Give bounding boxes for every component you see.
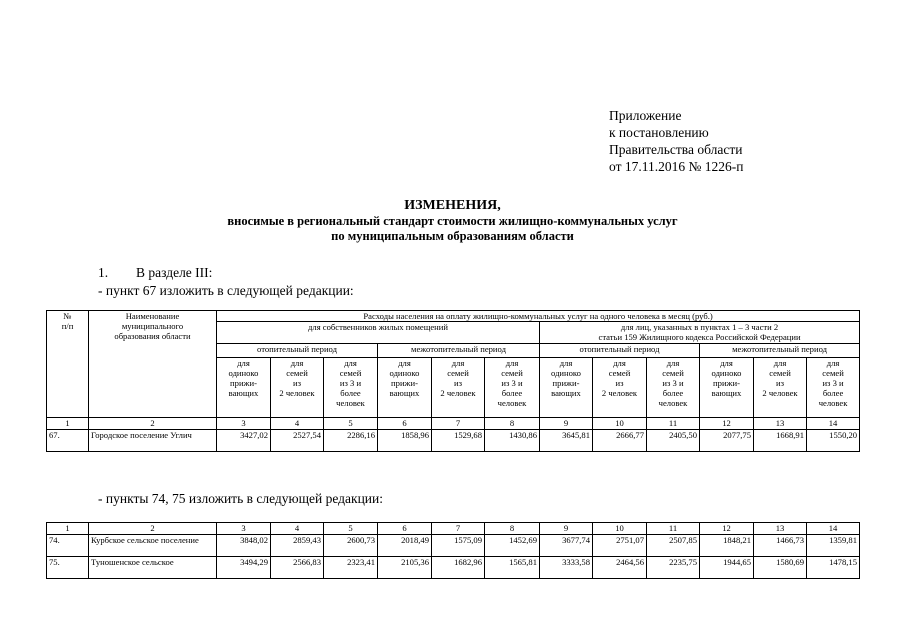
header-family2: для семей из 2 человек (432, 358, 485, 418)
column-number: 12 (700, 523, 754, 535)
column-number: 3 (217, 523, 271, 535)
column-number: 6 (378, 523, 432, 535)
column-number: 8 (485, 523, 540, 535)
table-row (47, 535, 860, 557)
expense-value: 1575,09 (432, 535, 485, 557)
expense-value: 2527,54 (271, 430, 324, 452)
column-number: 14 (807, 418, 860, 430)
column-number: 4 (271, 418, 324, 430)
header-persons: для лиц, указанных в пунктах 1 – 3 части 2 статьи 159 Жилищного кодекса Российской Федерации (540, 322, 860, 344)
header-family2: для семей из 2 человек (271, 358, 324, 418)
expense-value: 2077,75 (700, 430, 754, 452)
appendix-block (609, 107, 743, 175)
header-family3: для семей из 3 и более человек (647, 358, 700, 418)
expense-value: 2566,83 (271, 557, 324, 579)
expense-value: 3333,58 (540, 557, 593, 579)
header-family3: для семей из 3 и более человек (324, 358, 378, 418)
column-number: 14 (807, 523, 860, 535)
header-heating: отопительный период (217, 344, 378, 358)
expense-value: 1478,15 (807, 557, 860, 579)
column-number: 2 (89, 523, 217, 535)
municipality-name: Туношенское сельское (89, 557, 217, 579)
expenses-table-2 (46, 522, 860, 579)
expense-value: 1668,91 (754, 430, 807, 452)
column-number: 8 (485, 418, 540, 430)
appendix-line: к постановлению (609, 125, 709, 140)
title-sub: вносимые в региональный стандарт стоимости жилищно-коммунальных услуг (227, 214, 678, 228)
appendix-line: от 17.11.2016 № 1226-п (609, 159, 744, 174)
appendix-line: Правительства области (609, 142, 743, 157)
expense-value: 2323,41 (324, 557, 378, 579)
column-number: 5 (324, 418, 378, 430)
header-heating: отопительный период (540, 344, 700, 358)
expense-value: 2235,75 (647, 557, 700, 579)
expense-value: 1580,69 (754, 557, 807, 579)
expense-value: 1682,96 (432, 557, 485, 579)
row-number: 74. (47, 535, 89, 557)
header-family3: для семей из 3 и более человек (485, 358, 540, 418)
column-number: 13 (754, 418, 807, 430)
header-family2: для семей из 2 человек (754, 358, 807, 418)
title-sub: по муниципальным образованиям области (331, 229, 574, 243)
row-number: 67. (47, 430, 89, 452)
header-interheating: межотопительный период (378, 344, 540, 358)
header-single: для одиноко прижи- вающих (378, 358, 432, 418)
column-number: 7 (432, 523, 485, 535)
expense-value: 2018,49 (378, 535, 432, 557)
expense-value: 1858,96 (378, 430, 432, 452)
header-family3: для семей из 3 и более человек (807, 358, 860, 418)
header-expenses: Расходы населения на оплату жилищно-коммунальных услуг на одного человека в месяц (руб.) (217, 311, 860, 322)
document-title (0, 197, 905, 244)
header-single: для одиноко прижи- вающих (217, 358, 271, 418)
header-family2: для семей из 2 человек (593, 358, 647, 418)
appendix-line: Приложение (609, 108, 682, 123)
expense-value: 1848,21 (700, 535, 754, 557)
table-row (47, 430, 860, 452)
table-row (47, 557, 860, 579)
header-single: для одиноко прижи- вающих (540, 358, 593, 418)
expense-value: 2666,77 (593, 430, 647, 452)
column-number: 10 (593, 418, 647, 430)
expense-value: 2507,85 (647, 535, 700, 557)
row-number: 75. (47, 557, 89, 579)
expense-value: 2464,56 (593, 557, 647, 579)
expense-value: 1550,20 (807, 430, 860, 452)
expense-value: 2105,36 (378, 557, 432, 579)
instruction-2: - пункты 74, 75 изложить в следующей редакции: (98, 491, 384, 506)
expense-value: 2600,73 (324, 535, 378, 557)
column-number: 13 (754, 523, 807, 535)
header-num: № п/п (47, 311, 89, 418)
expense-value: 3494,29 (217, 557, 271, 579)
header-name: Наименование муниципального образования области (89, 311, 217, 418)
expense-value: 3677,74 (540, 535, 593, 557)
column-number: 6 (378, 418, 432, 430)
header-interheating: межотопительный период (700, 344, 860, 358)
column-number: 11 (647, 523, 700, 535)
expense-value: 1430,86 (485, 430, 540, 452)
instruction-1: - пункт 67 изложить в следующей редакции: (98, 283, 354, 298)
column-number: 9 (540, 523, 593, 535)
expense-value: 2751,07 (593, 535, 647, 557)
section-number: 1. (98, 265, 109, 280)
expense-value: 1466,73 (754, 535, 807, 557)
municipality-name: Городское поселение Углич (89, 430, 217, 452)
header-owners: для собственников жилых помещений (217, 322, 540, 344)
expense-value: 2286,16 (324, 430, 378, 452)
expense-value: 3645,81 (540, 430, 593, 452)
column-number: 9 (540, 418, 593, 430)
title-main: ИЗМЕНЕНИЯ, (404, 198, 501, 213)
column-number: 2 (89, 418, 217, 430)
expense-value: 1529,68 (432, 430, 485, 452)
expense-value: 3848,02 (217, 535, 271, 557)
expense-value: 1359,81 (807, 535, 860, 557)
municipality-name: Курбское сельское поселение (89, 535, 217, 557)
expense-value: 1452,69 (485, 535, 540, 557)
expense-value: 1944,65 (700, 557, 754, 579)
expense-value: 2405,50 (647, 430, 700, 452)
column-number: 5 (324, 523, 378, 535)
column-number: 12 (700, 418, 754, 430)
column-number: 1 (47, 418, 89, 430)
column-number: 1 (47, 523, 89, 535)
expense-value: 2859,43 (271, 535, 324, 557)
header-single: для одиноко прижи- вающих (700, 358, 754, 418)
column-number: 11 (647, 418, 700, 430)
section-label: В разделе III: (136, 265, 213, 280)
expense-value: 1565,81 (485, 557, 540, 579)
column-number: 4 (271, 523, 324, 535)
column-number: 3 (217, 418, 271, 430)
column-number: 10 (593, 523, 647, 535)
column-number: 7 (432, 418, 485, 430)
expense-value: 3427,02 (217, 430, 271, 452)
expenses-table-1 (46, 310, 860, 452)
